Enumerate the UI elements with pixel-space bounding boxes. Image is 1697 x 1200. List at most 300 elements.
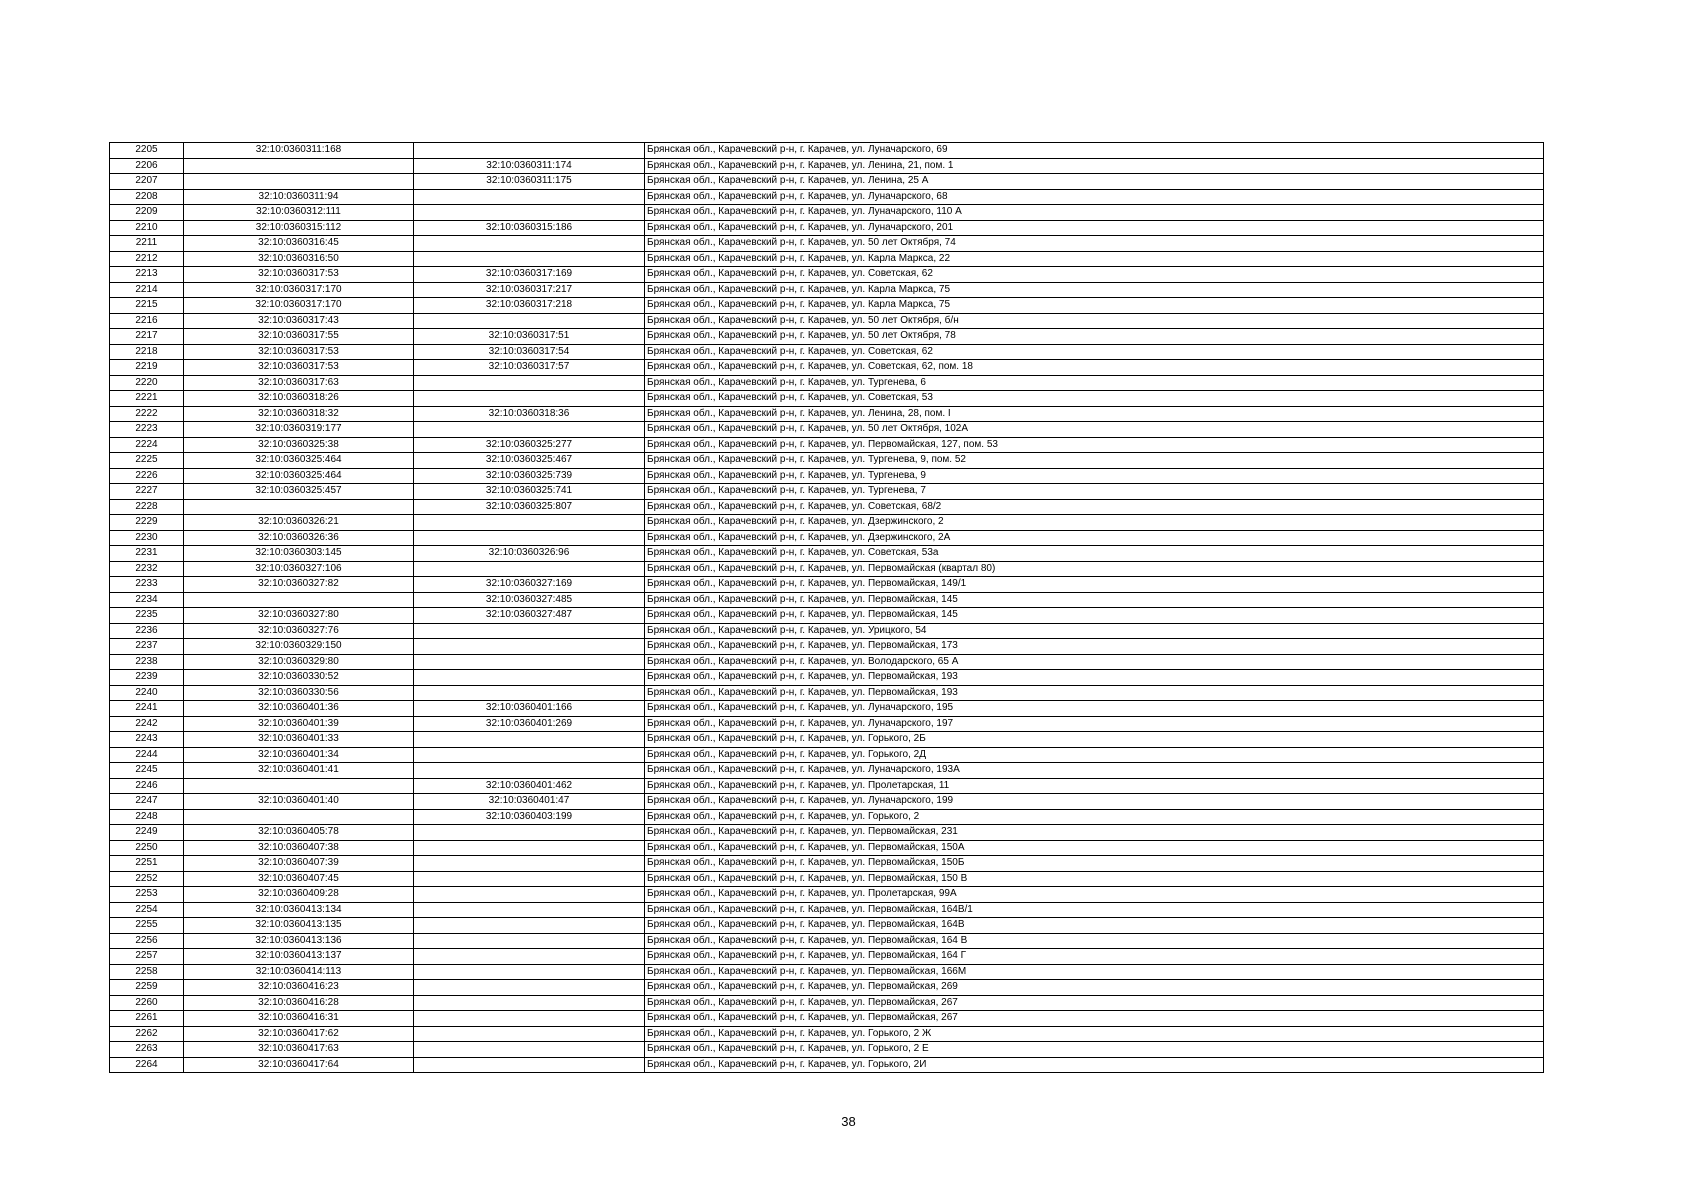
related-cadastral-number-cell: 32:10:0360401:47: [414, 794, 645, 810]
row-number-cell: 2214: [110, 282, 184, 298]
row-number-cell: 2242: [110, 716, 184, 732]
cadastral-number-cell: 32:10:0360401:40: [184, 794, 414, 810]
address-cell: Брянская обл., Карачевский р-н, г. Карачев, ул. Дзержинского, 2: [645, 515, 1544, 531]
table-row: [110, 778, 1544, 794]
table-row: [110, 763, 1544, 779]
address-cell: Брянская обл., Карачевский р-н, г. Карачев, ул. Первомайская, 166М: [645, 964, 1544, 980]
related-cadastral-number-cell: 32:10:0360311:175: [414, 174, 645, 190]
related-cadastral-number-cell: 32:10:0360325:741: [414, 484, 645, 500]
table-row: [110, 282, 1544, 298]
row-number-cell: 2234: [110, 592, 184, 608]
related-cadastral-number-cell: 32:10:0360311:174: [414, 158, 645, 174]
address-cell: Брянская обл., Карачевский р-н, г. Карачев, ул. Горького, 2 Ж: [645, 1026, 1544, 1042]
address-cell: Брянская обл., Карачевский р-н, г. Карачев, ул. Урицкого, 54: [645, 623, 1544, 639]
related-cadastral-number-cell: [414, 980, 645, 996]
row-number-cell: 2224: [110, 437, 184, 453]
table-row: [110, 623, 1544, 639]
table-row: [110, 654, 1544, 670]
related-cadastral-number-cell: 32:10:0360317:169: [414, 267, 645, 283]
related-cadastral-number-cell: 32:10:0360317:218: [414, 298, 645, 314]
table-row: [110, 174, 1544, 190]
address-cell: Брянская обл., Карачевский р-н, г. Карачев, ул. Луначарского, 69: [645, 143, 1544, 159]
table-row: [110, 933, 1544, 949]
table-row: [110, 360, 1544, 376]
row-number-cell: 2238: [110, 654, 184, 670]
address-cell: Брянская обл., Карачевский р-н, г. Карачев, ул. Горького, 2Д: [645, 747, 1544, 763]
related-cadastral-number-cell: 32:10:0360317:217: [414, 282, 645, 298]
row-number-cell: 2221: [110, 391, 184, 407]
cadastral-number-cell: 32:10:0360401:33: [184, 732, 414, 748]
address-cell: Брянская обл., Карачевский р-н, г. Карачев, ул. Первомайская, 164В/1: [645, 902, 1544, 918]
cadastral-number-cell: 32:10:0360317:53: [184, 344, 414, 360]
cadastral-number-cell: 32:10:0360413:135: [184, 918, 414, 934]
related-cadastral-number-cell: 32:10:0360315:186: [414, 220, 645, 236]
related-cadastral-number-cell: [414, 732, 645, 748]
cadastral-number-cell: 32:10:0360318:32: [184, 406, 414, 422]
address-cell: Брянская обл., Карачевский р-н, г. Карачев, ул. Советская, 53: [645, 391, 1544, 407]
address-cell: Брянская обл., Карачевский р-н, г. Карачев, ул. Пролетарская, 11: [645, 778, 1544, 794]
cadastral-number-cell: [184, 592, 414, 608]
related-cadastral-number-cell: [414, 763, 645, 779]
cadastral-number-cell: 32:10:0360407:38: [184, 840, 414, 856]
cadastral-number-cell: 32:10:0360317:53: [184, 360, 414, 376]
table-row: [110, 499, 1544, 515]
row-number-cell: 2210: [110, 220, 184, 236]
table-row: [110, 856, 1544, 872]
related-cadastral-number-cell: [414, 685, 645, 701]
related-cadastral-number-cell: [414, 313, 645, 329]
address-cell: Брянская обл., Карачевский р-н, г. Карачев, ул. 50 лет Октября, 74: [645, 236, 1544, 252]
table-row: [110, 515, 1544, 531]
table-row: [110, 158, 1544, 174]
cadastral-number-cell: 32:10:0360417:63: [184, 1042, 414, 1058]
row-number-cell: 2235: [110, 608, 184, 624]
cadastral-number-cell: 32:10:0360401:34: [184, 747, 414, 763]
row-number-cell: 2262: [110, 1026, 184, 1042]
table-row: [110, 1057, 1544, 1073]
row-number-cell: 2249: [110, 825, 184, 841]
related-cadastral-number-cell: [414, 747, 645, 763]
table-row: [110, 484, 1544, 500]
cadastral-number-cell: 32:10:0360317:55: [184, 329, 414, 345]
related-cadastral-number-cell: [414, 933, 645, 949]
address-cell: Брянская обл., Карачевский р-н, г. Карачев, ул. Советская, 62: [645, 344, 1544, 360]
cadastral-number-cell: 32:10:0360318:26: [184, 391, 414, 407]
address-cell: Брянская обл., Карачевский р-н, г. Карачев, ул. Карла Маркса, 22: [645, 251, 1544, 267]
row-number-cell: 2233: [110, 577, 184, 593]
related-cadastral-number-cell: [414, 840, 645, 856]
address-cell: Брянская обл., Карачевский р-н, г. Карачев, ул. 50 лет Октября, 102А: [645, 422, 1544, 438]
address-cell: Брянская обл., Карачевский р-н, г. Карачев, ул. Советская, 62: [645, 267, 1544, 283]
related-cadastral-number-cell: [414, 856, 645, 872]
row-number-cell: 2215: [110, 298, 184, 314]
row-number-cell: 2245: [110, 763, 184, 779]
cadastral-number-cell: 32:10:0360311:94: [184, 189, 414, 205]
related-cadastral-number-cell: 32:10:0360325:467: [414, 453, 645, 469]
cadastral-number-cell: [184, 778, 414, 794]
table-row: [110, 577, 1544, 593]
related-cadastral-number-cell: 32:10:0360401:166: [414, 701, 645, 717]
address-cell: Брянская обл., Карачевский р-н, г. Карачев, ул. Горького, 2 Е: [645, 1042, 1544, 1058]
page-number: 38: [841, 1114, 856, 1129]
row-number-cell: 2205: [110, 143, 184, 159]
row-number-cell: 2260: [110, 995, 184, 1011]
table-body: [110, 143, 1544, 1073]
cadastral-number-cell: 32:10:0360330:52: [184, 670, 414, 686]
table-row: [110, 143, 1544, 159]
address-cell: Брянская обл., Карачевский р-н, г. Карачев, ул. 50 лет Октября, 78: [645, 329, 1544, 345]
address-cell: Брянская обл., Карачевский р-н, г. Карачев, ул. Первомайская, 145: [645, 592, 1544, 608]
table-row: [110, 747, 1544, 763]
row-number-cell: 2226: [110, 468, 184, 484]
related-cadastral-number-cell: [414, 623, 645, 639]
table-row: [110, 918, 1544, 934]
cadastral-number-cell: 32:10:0360303:145: [184, 546, 414, 562]
row-number-cell: 2257: [110, 949, 184, 965]
row-number-cell: 2213: [110, 267, 184, 283]
address-cell: Брянская обл., Карачевский р-н, г. Карачев, ул. Первомайская, 231: [645, 825, 1544, 841]
table-row: [110, 887, 1544, 903]
table-row: [110, 251, 1544, 267]
address-cell: Брянская обл., Карачевский р-н, г. Карачев, ул. Первомайская, 164В: [645, 918, 1544, 934]
row-number-cell: 2220: [110, 375, 184, 391]
related-cadastral-number-cell: 32:10:0360318:36: [414, 406, 645, 422]
row-number-cell: 2206: [110, 158, 184, 174]
cadastral-table: [109, 142, 1544, 1073]
related-cadastral-number-cell: 32:10:0360326:96: [414, 546, 645, 562]
address-cell: Брянская обл., Карачевский р-н, г. Карачев, ул. Первомайская, 164 Г: [645, 949, 1544, 965]
table-row: [110, 530, 1544, 546]
related-cadastral-number-cell: [414, 189, 645, 205]
table-row: [110, 1011, 1544, 1027]
address-cell: Брянская обл., Карачевский р-н, г. Карачев, ул. Тургенева, 6: [645, 375, 1544, 391]
table-row: [110, 205, 1544, 221]
address-cell: Брянская обл., Карачевский р-н, г. Карачев, ул. 50 лет Октября, б/н: [645, 313, 1544, 329]
row-number-cell: 2263: [110, 1042, 184, 1058]
table-row: [110, 298, 1544, 314]
table-row: [110, 825, 1544, 841]
cadastral-number-cell: 32:10:0360401:39: [184, 716, 414, 732]
table-row: [110, 236, 1544, 252]
table-row: [110, 964, 1544, 980]
related-cadastral-number-cell: [414, 887, 645, 903]
table-row: [110, 468, 1544, 484]
cadastral-number-cell: [184, 174, 414, 190]
related-cadastral-number-cell: 32:10:0360325:807: [414, 499, 645, 515]
cadastral-number-cell: 32:10:0360312:111: [184, 205, 414, 221]
row-number-cell: 2241: [110, 701, 184, 717]
address-cell: Брянская обл., Карачевский р-н, г. Карачев, ул. Дзержинского, 2А: [645, 530, 1544, 546]
row-number-cell: 2227: [110, 484, 184, 500]
related-cadastral-number-cell: [414, 1042, 645, 1058]
cadastral-number-cell: [184, 158, 414, 174]
cadastral-number-cell: 32:10:0360413:137: [184, 949, 414, 965]
address-cell: Брянская обл., Карачевский р-н, г. Карачев, ул. Луначарского, 197: [645, 716, 1544, 732]
table-row: [110, 639, 1544, 655]
table-row: [110, 406, 1544, 422]
row-number-cell: 2258: [110, 964, 184, 980]
row-number-cell: 2211: [110, 236, 184, 252]
table-row: [110, 840, 1544, 856]
related-cadastral-number-cell: [414, 918, 645, 934]
address-cell: Брянская обл., Карачевский р-н, г. Карачев, ул. Первомайская, 149/1: [645, 577, 1544, 593]
related-cadastral-number-cell: 32:10:0360325:739: [414, 468, 645, 484]
table-row: [110, 1042, 1544, 1058]
table-row: [110, 546, 1544, 562]
cadastral-number-cell: 32:10:0360327:82: [184, 577, 414, 593]
row-number-cell: 2261: [110, 1011, 184, 1027]
related-cadastral-number-cell: [414, 670, 645, 686]
related-cadastral-number-cell: [414, 143, 645, 159]
row-number-cell: 2209: [110, 205, 184, 221]
related-cadastral-number-cell: [414, 515, 645, 531]
cadastral-number-cell: 32:10:0360317:170: [184, 282, 414, 298]
address-cell: Брянская обл., Карачевский р-н, г. Карачев, ул. Первомайская (квартал 80): [645, 561, 1544, 577]
address-cell: Брянская обл., Карачевский р-н, г. Карачев, ул. Первомайская, 193: [645, 685, 1544, 701]
row-number-cell: 2237: [110, 639, 184, 655]
address-cell: Брянская обл., Карачевский р-н, г. Карачев, ул. Горького, 2: [645, 809, 1544, 825]
address-cell: Брянская обл., Карачевский р-н, г. Карачев, ул. Луначарского, 68: [645, 189, 1544, 205]
address-cell: Брянская обл., Карачевский р-н, г. Карачев, ул. Первомайская, 145: [645, 608, 1544, 624]
table-row: [110, 670, 1544, 686]
related-cadastral-number-cell: [414, 391, 645, 407]
row-number-cell: 2259: [110, 980, 184, 996]
table-row: [110, 871, 1544, 887]
row-number-cell: 2222: [110, 406, 184, 422]
table-row: [110, 902, 1544, 918]
address-cell: Брянская обл., Карачевский р-н, г. Карачев, ул. Тургенева, 7: [645, 484, 1544, 500]
row-number-cell: 2229: [110, 515, 184, 531]
row-number-cell: 2207: [110, 174, 184, 190]
table-row: [110, 995, 1544, 1011]
address-cell: Брянская обл., Карачевский р-н, г. Карачев, ул. Володарского, 65 А: [645, 654, 1544, 670]
table-row: [110, 453, 1544, 469]
row-number-cell: 2232: [110, 561, 184, 577]
cadastral-number-cell: 32:10:0360414:113: [184, 964, 414, 980]
related-cadastral-number-cell: [414, 530, 645, 546]
related-cadastral-number-cell: 32:10:0360403:199: [414, 809, 645, 825]
cadastral-number-cell: 32:10:0360416:23: [184, 980, 414, 996]
row-number-cell: 2219: [110, 360, 184, 376]
table-row: [110, 329, 1544, 345]
cadastral-number-cell: 32:10:0360329:80: [184, 654, 414, 670]
row-number-cell: 2264: [110, 1057, 184, 1073]
address-cell: Брянская обл., Карачевский р-н, г. Карачев, ул. Советская, 62, пом. 18: [645, 360, 1544, 376]
table-row: [110, 980, 1544, 996]
cadastral-number-cell: [184, 809, 414, 825]
related-cadastral-number-cell: 32:10:0360325:277: [414, 437, 645, 453]
cadastral-number-cell: 32:10:0360413:136: [184, 933, 414, 949]
related-cadastral-number-cell: 32:10:0360317:57: [414, 360, 645, 376]
address-cell: Брянская обл., Карачевский р-н, г. Карачев, ул. Советская, 53а: [645, 546, 1544, 562]
cadastral-number-cell: 32:10:0360316:50: [184, 251, 414, 267]
related-cadastral-number-cell: [414, 654, 645, 670]
cadastral-number-cell: 32:10:0360327:106: [184, 561, 414, 577]
table-row: [110, 375, 1544, 391]
address-cell: Брянская обл., Карачевский р-н, г. Карачев, ул. Пролетарская, 99А: [645, 887, 1544, 903]
address-cell: Брянская обл., Карачевский р-н, г. Карачев, ул. Карла Маркса, 75: [645, 282, 1544, 298]
related-cadastral-number-cell: [414, 964, 645, 980]
row-number-cell: 2247: [110, 794, 184, 810]
table-row: [110, 561, 1544, 577]
address-cell: Брянская обл., Карачевский р-н, г. Карачев, ул. Луначарского, 195: [645, 701, 1544, 717]
table-row: [110, 809, 1544, 825]
related-cadastral-number-cell: [414, 995, 645, 1011]
related-cadastral-number-cell: [414, 1057, 645, 1073]
row-number-cell: 2217: [110, 329, 184, 345]
cadastral-number-cell: [184, 499, 414, 515]
cadastral-number-cell: 32:10:0360317:43: [184, 313, 414, 329]
row-number-cell: 2252: [110, 871, 184, 887]
cadastral-number-cell: 32:10:0360329:150: [184, 639, 414, 655]
address-cell: Брянская обл., Карачевский р-н, г. Карачев, ул. Первомайская, 164 В: [645, 933, 1544, 949]
address-cell: Брянская обл., Карачевский р-н, г. Карачев, ул. Ленина, 21, пом. 1: [645, 158, 1544, 174]
table-row: [110, 716, 1544, 732]
row-number-cell: 2225: [110, 453, 184, 469]
cadastral-number-cell: 32:10:0360401:36: [184, 701, 414, 717]
row-number-cell: 2256: [110, 933, 184, 949]
table-row: [110, 794, 1544, 810]
related-cadastral-number-cell: 32:10:0360317:54: [414, 344, 645, 360]
row-number-cell: 2239: [110, 670, 184, 686]
table-row: [110, 267, 1544, 283]
table-row: [110, 391, 1544, 407]
cadastral-number-cell: 32:10:0360327:76: [184, 623, 414, 639]
document-sheet: [109, 142, 1543, 1073]
row-number-cell: 2218: [110, 344, 184, 360]
row-number-cell: 2230: [110, 530, 184, 546]
table-row: [110, 422, 1544, 438]
address-cell: Брянская обл., Карачевский р-н, г. Карачев, ул. Советская, 68/2: [645, 499, 1544, 515]
address-cell: Брянская обл., Карачевский р-н, г. Карачев, ул. Первомайская, 267: [645, 1011, 1544, 1027]
row-number-cell: 2253: [110, 887, 184, 903]
address-cell: Брянская обл., Карачевский р-н, г. Карачев, ул. Первомайская, 127, пом. 53: [645, 437, 1544, 453]
row-number-cell: 2223: [110, 422, 184, 438]
row-number-cell: 2212: [110, 251, 184, 267]
table-row: [110, 732, 1544, 748]
cadastral-number-cell: 32:10:0360315:112: [184, 220, 414, 236]
address-cell: Брянская обл., Карачевский р-н, г. Карачев, ул. Первомайская, 269: [645, 980, 1544, 996]
cadastral-number-cell: 32:10:0360325:464: [184, 468, 414, 484]
cadastral-number-cell: 32:10:0360317:53: [184, 267, 414, 283]
row-number-cell: 2246: [110, 778, 184, 794]
related-cadastral-number-cell: [414, 1011, 645, 1027]
related-cadastral-number-cell: 32:10:0360317:51: [414, 329, 645, 345]
related-cadastral-number-cell: [414, 949, 645, 965]
row-number-cell: 2216: [110, 313, 184, 329]
address-cell: Брянская обл., Карачевский р-н, г. Карачев, ул. Тургенева, 9, пом. 52: [645, 453, 1544, 469]
address-cell: Брянская обл., Карачевский р-н, г. Карачев, ул. Карла Маркса, 75: [645, 298, 1544, 314]
address-cell: Брянская обл., Карачевский р-н, г. Карачев, ул. Первомайская, 193: [645, 670, 1544, 686]
related-cadastral-number-cell: [414, 825, 645, 841]
address-cell: Брянская обл., Карачевский р-н, г. Карачев, ул. Горького, 2Б: [645, 732, 1544, 748]
row-number-cell: 2208: [110, 189, 184, 205]
cadastral-number-cell: 32:10:0360330:56: [184, 685, 414, 701]
row-number-cell: 2243: [110, 732, 184, 748]
cadastral-number-cell: 32:10:0360401:41: [184, 763, 414, 779]
address-cell: Брянская обл., Карачевский р-н, г. Карачев, ул. Первомайская, 150Б: [645, 856, 1544, 872]
row-number-cell: 2228: [110, 499, 184, 515]
related-cadastral-number-cell: 32:10:0360401:462: [414, 778, 645, 794]
row-number-cell: 2231: [110, 546, 184, 562]
cadastral-number-cell: 32:10:0360416:31: [184, 1011, 414, 1027]
address-cell: Брянская обл., Карачевский р-н, г. Карачев, ул. Луначарского, 201: [645, 220, 1544, 236]
address-cell: Брянская обл., Карачевский р-н, г. Карачев, ул. Первомайская, 150 В: [645, 871, 1544, 887]
row-number-cell: 2248: [110, 809, 184, 825]
related-cadastral-number-cell: [414, 1026, 645, 1042]
row-number-cell: 2236: [110, 623, 184, 639]
cadastral-number-cell: 32:10:0360326:21: [184, 515, 414, 531]
cadastral-number-cell: 32:10:0360317:170: [184, 298, 414, 314]
address-cell: Брянская обл., Карачевский р-н, г. Карачев, ул. Первомайская, 267: [645, 995, 1544, 1011]
cadastral-number-cell: 32:10:0360325:464: [184, 453, 414, 469]
table-row: [110, 220, 1544, 236]
table-row: [110, 313, 1544, 329]
cadastral-number-cell: 32:10:0360407:39: [184, 856, 414, 872]
cadastral-number-cell: 32:10:0360417:64: [184, 1057, 414, 1073]
cadastral-number-cell: 32:10:0360327:80: [184, 608, 414, 624]
cadastral-number-cell: 32:10:0360405:78: [184, 825, 414, 841]
table-row: [110, 344, 1544, 360]
cadastral-number-cell: 32:10:0360325:38: [184, 437, 414, 453]
related-cadastral-number-cell: 32:10:0360327:169: [414, 577, 645, 593]
row-number-cell: 2254: [110, 902, 184, 918]
table-row: [110, 685, 1544, 701]
table-row: [110, 1026, 1544, 1042]
cadastral-number-cell: 32:10:0360417:62: [184, 1026, 414, 1042]
row-number-cell: 2250: [110, 840, 184, 856]
related-cadastral-number-cell: [414, 375, 645, 391]
address-cell: Брянская обл., Карачевский р-н, г. Карачев, ул. Луначарского, 193А: [645, 763, 1544, 779]
related-cadastral-number-cell: 32:10:0360327:487: [414, 608, 645, 624]
cadastral-number-cell: 32:10:0360407:45: [184, 871, 414, 887]
cadastral-number-cell: 32:10:0360326:36: [184, 530, 414, 546]
table-row: [110, 608, 1544, 624]
related-cadastral-number-cell: [414, 236, 645, 252]
related-cadastral-number-cell: [414, 871, 645, 887]
cadastral-number-cell: 32:10:0360413:134: [184, 902, 414, 918]
table-row: [110, 949, 1544, 965]
row-number-cell: 2244: [110, 747, 184, 763]
related-cadastral-number-cell: [414, 561, 645, 577]
related-cadastral-number-cell: [414, 251, 645, 267]
address-cell: Брянская обл., Карачевский р-н, г. Карачев, ул. Тургенева, 9: [645, 468, 1544, 484]
table-row: [110, 189, 1544, 205]
address-cell: Брянская обл., Карачевский р-н, г. Карачев, ул. Луначарского, 110 А: [645, 205, 1544, 221]
related-cadastral-number-cell: [414, 422, 645, 438]
cadastral-number-cell: 32:10:0360319:177: [184, 422, 414, 438]
address-cell: Брянская обл., Карачевский р-н, г. Карачев, ул. Горького, 2И: [645, 1057, 1544, 1073]
related-cadastral-number-cell: 32:10:0360401:269: [414, 716, 645, 732]
address-cell: Брянская обл., Карачевский р-н, г. Карачев, ул. Первомайская, 150А: [645, 840, 1544, 856]
cadastral-number-cell: 32:10:0360325:457: [184, 484, 414, 500]
related-cadastral-number-cell: [414, 205, 645, 221]
row-number-cell: 2255: [110, 918, 184, 934]
row-number-cell: 2240: [110, 685, 184, 701]
cadastral-number-cell: 32:10:0360416:28: [184, 995, 414, 1011]
cadastral-number-cell: 32:10:0360317:63: [184, 375, 414, 391]
row-number-cell: 2251: [110, 856, 184, 872]
table-row: [110, 701, 1544, 717]
address-cell: Брянская обл., Карачевский р-н, г. Карачев, ул. Первомайская, 173: [645, 639, 1544, 655]
address-cell: Брянская обл., Карачевский р-н, г. Карачев, ул. Луначарского, 199: [645, 794, 1544, 810]
table-row: [110, 592, 1544, 608]
related-cadastral-number-cell: [414, 639, 645, 655]
address-cell: Брянская обл., Карачевский р-н, г. Карачев, ул. Ленина, 28, пом. I: [645, 406, 1544, 422]
cadastral-number-cell: 32:10:0360316:45: [184, 236, 414, 252]
related-cadastral-number-cell: 32:10:0360327:485: [414, 592, 645, 608]
related-cadastral-number-cell: [414, 902, 645, 918]
